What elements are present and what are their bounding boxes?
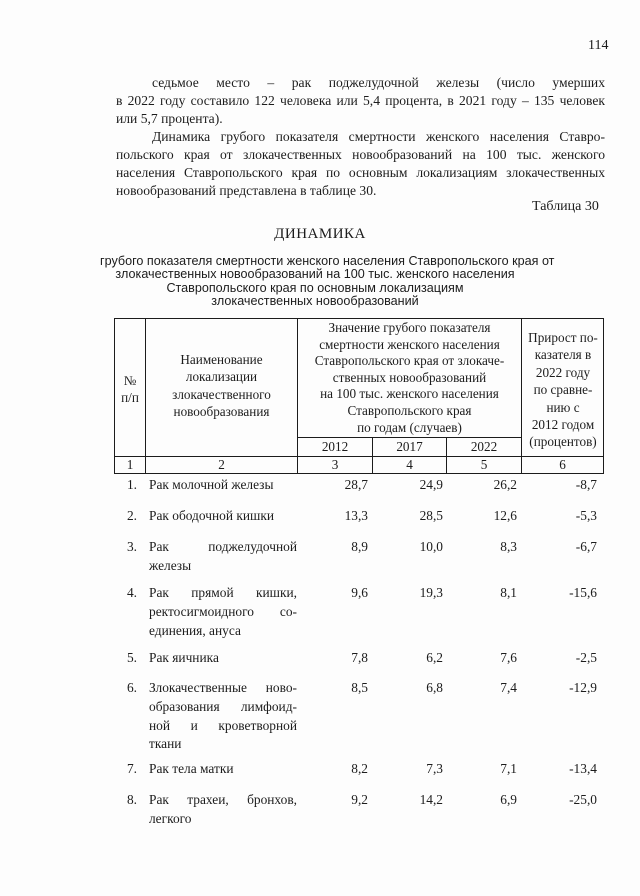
row-name-line: Рак трахеи, бронхов,: [149, 792, 297, 807]
header-text: Наименование: [180, 352, 263, 367]
value-2017: 14,2: [419, 792, 443, 807]
value-growth: -8,7: [575, 477, 597, 492]
value-2022: 8,3: [500, 539, 517, 554]
paragraph-line: польского края от злокачественных новообразований на 100 тыс. женского: [116, 147, 605, 162]
value-2022: 26,2: [493, 477, 517, 492]
header-text: локализации: [185, 369, 258, 385]
row-name-line: ткани: [149, 736, 182, 752]
value-2012: 7,8: [351, 650, 368, 665]
value-growth: -25,0: [569, 792, 597, 807]
header-text: 2012 годом: [531, 417, 595, 433]
paragraph-line: Динамика грубого показателя смертности женского населения Ставро-: [152, 129, 605, 144]
header-text: Прирост по-: [528, 330, 598, 345]
row-name-line: Рак ободочной кишки: [149, 508, 274, 523]
row-number: 4.: [126, 585, 137, 600]
row-number: 5.: [126, 650, 137, 665]
value-growth: -15,6: [569, 585, 597, 600]
value-2022: 7,1: [500, 761, 517, 776]
value-2012: 9,2: [351, 792, 368, 807]
header-text: по годам (случаев): [357, 419, 462, 435]
row-name-line: Рак яичника: [149, 650, 219, 665]
row-name-line: Рак молочной железы: [149, 477, 274, 492]
header-text: казателя в: [534, 347, 592, 363]
header-year-2022: 2022: [470, 439, 498, 454]
row-name-line: Рак тела матки: [149, 761, 234, 776]
row-name-line: железы: [149, 557, 192, 573]
paragraph-line: седьмое место – рак поджелудочной железы (число умерших: [152, 75, 605, 90]
row-name: [149, 538, 297, 576]
header-value: [298, 320, 521, 436]
value-growth: -5,3: [575, 508, 597, 523]
row-name-line: легкого: [149, 810, 192, 826]
value-2012: 8,5: [351, 680, 368, 695]
index-cell: 6: [559, 457, 566, 472]
header-text: Значение грубого показателя: [328, 320, 491, 335]
row-number: 2.: [126, 508, 137, 523]
row-name-line: Рак поджелудочной: [149, 539, 297, 554]
table-border: [114, 318, 604, 319]
table-title: ДИНАМИКА: [274, 226, 366, 242]
value-2017: 24,9: [419, 477, 443, 492]
header-text: ственных новообразований: [332, 369, 487, 385]
header-text: №: [123, 373, 137, 388]
row-name-line: Злокачественные ново-: [149, 680, 297, 695]
value-2017: 7,3: [426, 761, 443, 776]
row-number: 6.: [126, 680, 137, 695]
row-name-line: ректосигмоидного со-: [149, 603, 297, 619]
paragraph-line: или 5,7 процента).: [116, 111, 223, 126]
value-2012: 8,9: [351, 539, 368, 554]
row-number: 1.: [126, 477, 137, 492]
header-text: п/п: [121, 390, 139, 406]
subtitle-line: злокачественных новообразований: [211, 294, 419, 309]
subtitle-line: Ставропольского края по основным локализациям: [166, 280, 464, 295]
header-name: [146, 351, 297, 421]
table-subtitle: [100, 254, 555, 309]
value-2012: 13,3: [344, 508, 368, 523]
value-2012: 8,2: [351, 761, 368, 776]
header-text: (процентов): [529, 434, 597, 450]
header-text: по сравне-: [533, 382, 593, 398]
header-text: нию с: [546, 399, 580, 415]
index-cell: 5: [480, 457, 488, 472]
header-year-2017: 2017: [396, 439, 423, 454]
header-text: на 100 тыс. женского населения: [320, 386, 499, 402]
table-caption: Таблица 30: [532, 199, 599, 214]
value-2017: 19,3: [419, 585, 443, 600]
header-text: смертности женского населения: [319, 336, 500, 352]
header-text: новообразования: [173, 404, 270, 420]
value-growth: -12,9: [569, 680, 597, 695]
value-2022: 12,6: [493, 508, 517, 523]
subtitle-line: грубого показателя смертности женского населения Ставропольского края от: [100, 254, 555, 268]
row-number: 7.: [126, 761, 137, 776]
row-name-line: единения, ануса: [149, 622, 241, 638]
header-number: [115, 372, 145, 407]
row-number: 3.: [126, 539, 137, 554]
value-2022: 6,9: [500, 792, 517, 807]
value-2022: 7,6: [500, 650, 517, 665]
page-number: 114: [588, 38, 609, 53]
value-2012: 28,7: [344, 477, 368, 492]
index-cell: 2: [218, 457, 225, 472]
value-2022: 8,1: [500, 585, 517, 600]
value-2017: 10,0: [419, 539, 443, 554]
header-text: Ставропольского края: [347, 402, 472, 418]
value-2017: 6,2: [426, 650, 443, 665]
row-name: [149, 791, 297, 829]
value-growth: -2,5: [575, 650, 597, 665]
index-cell: 3: [331, 457, 339, 472]
row-number: 8.: [126, 792, 137, 807]
header-text: 2022 году: [535, 364, 591, 380]
value-2017: 6,8: [426, 680, 443, 695]
index-cell: 4: [406, 457, 413, 472]
subtitle-line: злокачественных новообразований на 100 тыс. женского населения: [115, 267, 515, 282]
row-name: [149, 760, 297, 779]
row-name: [149, 507, 297, 526]
header-growth: [521, 329, 605, 451]
row-name: [149, 584, 297, 640]
paragraph-line: населения Ставропольского края по основным локализациям злокачественных: [116, 165, 605, 180]
row-name-line: ной и кроветворной: [149, 717, 297, 733]
row-name: [149, 649, 297, 668]
index-cell: 1: [126, 457, 134, 472]
value-2022: 7,4: [500, 680, 517, 695]
paragraph-line: новообразований представлена в таблице 30.: [116, 183, 377, 198]
row-name: [149, 476, 297, 495]
value-2017: 28,5: [419, 508, 443, 523]
row-name-line: образования лимфоид-: [149, 698, 297, 714]
value-2012: 9,6: [351, 585, 368, 600]
header-text: Ставропольского края от злокаче-: [314, 353, 505, 369]
row-name-line: Рак прямой кишки,: [149, 585, 297, 600]
header-text: злокачественного: [172, 386, 271, 402]
header-year-2012: 2012: [321, 439, 349, 454]
value-growth: -13,4: [569, 761, 597, 776]
paragraph-line: в 2022 году составило 122 человека или 5,4 процента, в 2021 году – 135 человек: [116, 93, 605, 108]
row-name: [149, 679, 297, 754]
value-growth: -6,7: [575, 539, 597, 554]
